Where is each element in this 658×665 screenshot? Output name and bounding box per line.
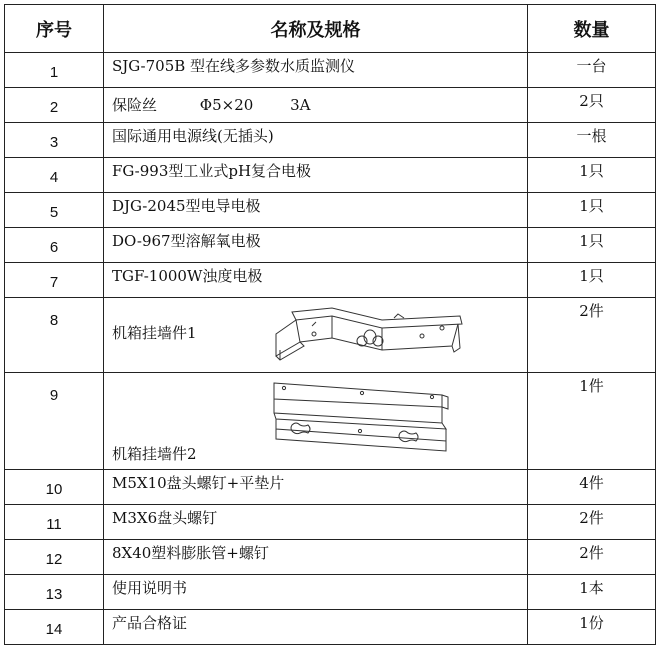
row-qty: 2件 bbox=[528, 505, 656, 540]
row-no: 2 bbox=[49, 98, 59, 116]
row-qty: 2件 bbox=[528, 540, 656, 575]
row-no: 9 bbox=[49, 387, 59, 404]
row-no: 7 bbox=[49, 273, 59, 291]
row-no: 1 bbox=[49, 63, 59, 81]
packing-list-table bbox=[4, 4, 656, 645]
row-qty: 1只 bbox=[528, 228, 656, 263]
row-qty: 1只 bbox=[528, 193, 656, 228]
row-name: DO-967型溶解氧电极 bbox=[104, 228, 528, 263]
row-spec-current: 3A bbox=[290, 96, 311, 114]
row-no: 11 bbox=[46, 515, 62, 533]
row-qty: 一根 bbox=[528, 123, 656, 158]
table-row bbox=[5, 53, 656, 88]
row-name: M3X6盘头螺钉 bbox=[104, 505, 528, 540]
row-qty: 1只 bbox=[528, 263, 656, 298]
row-no: 3 bbox=[49, 133, 59, 151]
row-name: DJG-2045型电导电极 bbox=[104, 193, 528, 228]
row-no: 14 bbox=[45, 620, 63, 638]
table-row bbox=[5, 540, 656, 575]
row-name: 使用说明书 bbox=[104, 575, 528, 610]
header-name-spec: 名称及规格 bbox=[104, 5, 528, 53]
row-name: 机箱挂墙件1 bbox=[112, 324, 197, 342]
row-name: 保险丝 bbox=[112, 96, 158, 114]
table-row bbox=[5, 373, 656, 470]
table-row bbox=[5, 123, 656, 158]
row-name: 国际通用电源线(无插头) bbox=[104, 123, 528, 158]
wall-bracket-1-drawing bbox=[272, 306, 472, 364]
row-no: 8 bbox=[49, 312, 59, 329]
row-name: SJG-705B 型在线多参数水质监测仪 bbox=[104, 53, 528, 88]
table-row bbox=[5, 88, 656, 123]
header-quantity: 数量 bbox=[528, 5, 656, 53]
table-row bbox=[5, 505, 656, 540]
row-no: 12 bbox=[45, 550, 63, 568]
row-qty: 1只 bbox=[528, 158, 656, 193]
row-no: 6 bbox=[49, 238, 59, 256]
row-qty: 1件 bbox=[528, 373, 656, 470]
row-qty: 1本 bbox=[528, 575, 656, 610]
row-no: 10 bbox=[45, 480, 63, 498]
table-row bbox=[5, 193, 656, 228]
row-name: 产品合格证 bbox=[104, 610, 528, 645]
row-qty: 一台 bbox=[528, 53, 656, 88]
row-name: FG-993型工业式pH复合电极 bbox=[104, 158, 528, 193]
row-qty: 2件 bbox=[528, 298, 656, 373]
row-qty: 2只 bbox=[528, 88, 656, 123]
row-spec-size: Φ5×20 bbox=[199, 96, 254, 114]
row-qty: 1份 bbox=[528, 610, 656, 645]
row-name: M5X10盘头螺钉+平垫片 bbox=[104, 470, 528, 505]
table-header-row bbox=[5, 5, 656, 53]
header-serial-no: 序号 bbox=[5, 5, 104, 53]
row-name: TGF-1000W浊度电极 bbox=[104, 263, 528, 298]
table-row bbox=[5, 298, 656, 373]
row-name: 8X40塑料膨胀管+螺钉 bbox=[104, 540, 528, 575]
row-no: 4 bbox=[49, 168, 59, 186]
table-row bbox=[5, 470, 656, 505]
row-qty: 4件 bbox=[528, 470, 656, 505]
table-row bbox=[5, 263, 656, 298]
table-row bbox=[5, 575, 656, 610]
table-row bbox=[5, 610, 656, 645]
row-name: 机箱挂墙件2 bbox=[112, 445, 197, 463]
table-row bbox=[5, 228, 656, 263]
table-row bbox=[5, 158, 656, 193]
row-no: 5 bbox=[49, 203, 59, 221]
row-no: 13 bbox=[45, 585, 63, 603]
wall-bracket-2-drawing bbox=[270, 379, 454, 459]
